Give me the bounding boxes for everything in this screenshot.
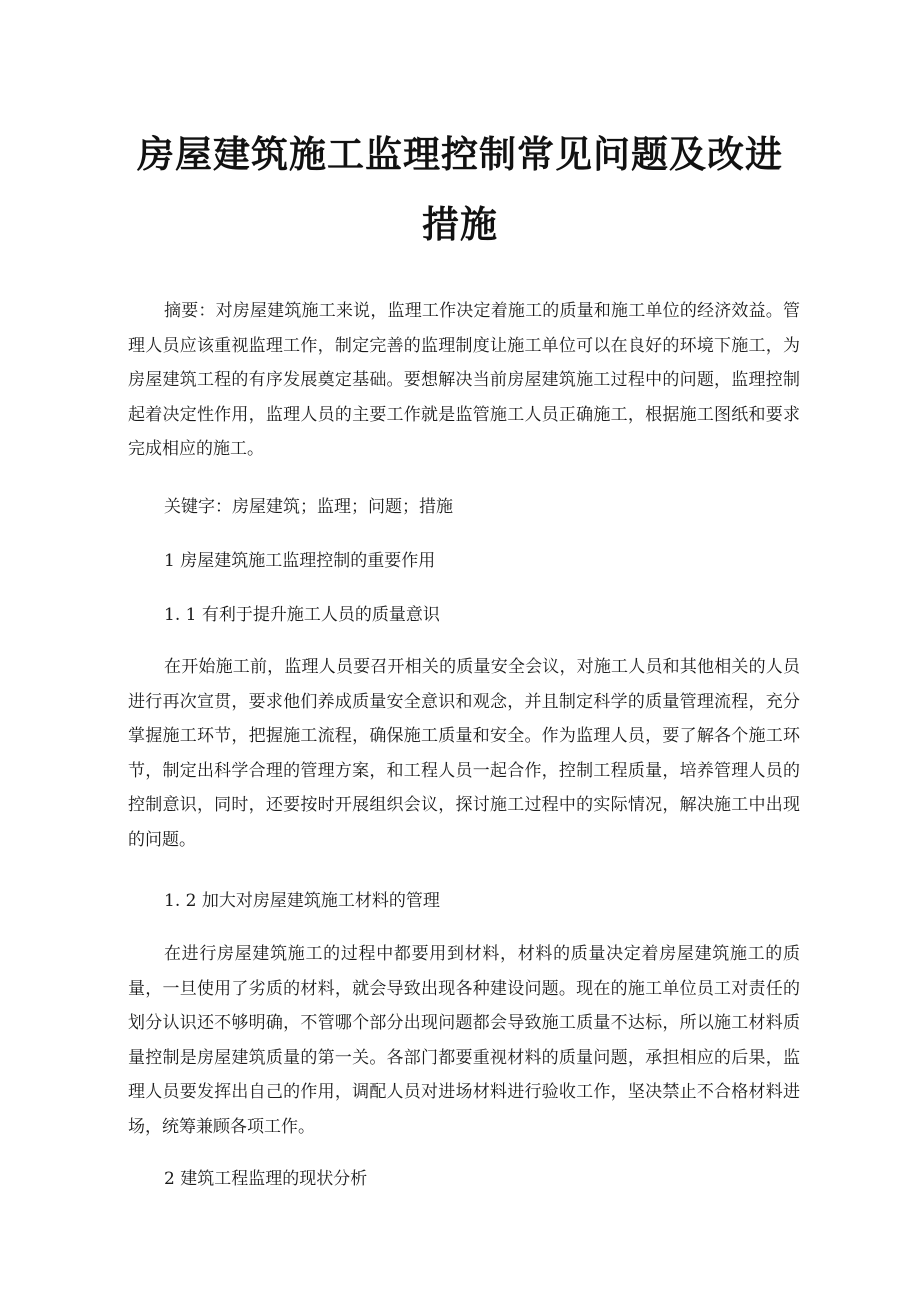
document-title-line1: 房屋建筑施工监理控制常见问题及改进 [137,133,783,176]
section-2-heading: 2 建筑工程监理的现状分析 [164,1169,368,1189]
section-1-2-heading: 1. 2 加大对房屋建筑施工材料的管理 [164,891,440,911]
document-title-line2: 措施 [422,203,498,246]
section-1-heading: 1 房屋建筑施工监理控制的重要作用 [164,551,436,571]
keywords-line: 关键字：房屋建筑；监理；问题；措施 [164,497,453,517]
section-1-1-body: 在开始施工前，监理人员要召开相关的质量安全会议，对施工人员和其他相关的人员进行再次宣贯，要求他们养成质量安全意识和观念，并且制定科学的质量管理流程，充分掌握施工环节，把握施工流程，确保施工质量和安全。作为监理人员，要了解各个施工环节，制定出科学合理的管理方案，和工程人员一起合作，控制工程质量，培养管理人员的控制意识，同时，还要按时开展组织会议，探讨施工过程中的实际情况，解决施工中出现的问题。 [128,657,800,850]
section-1-2-body: 在进行房屋建筑施工的过程中都要用到材料，材料的质量决定着房屋建筑施工的质量，一旦使用了劣质的材料，就会导致出现各种建设问题。现在的施工单位员工对责任的划分认识还不够明确，不管哪个部分出现问题都会导致施工质量不达标，所以施工材料质量控制是房屋建筑质量的第一关。各部门都要重视材料的质量问题，承担相应的后果，监理人员要发挥出自己的作用，调配人员对进场材料进行验收工作，坚决禁止不合格材料进场，统筹兼顾各项工作。 [128,944,800,1137]
abstract-paragraph: 摘要：对房屋建筑施工来说，监理工作决定着施工的质量和施工单位的经济效益。管理人员应该重视监理工作，制定完善的监理制度让施工单位可以在良好的环境下施工，为房屋建筑工程的有序发展奠定基础。要想解决当前房屋建筑施工过程中的问题，监理控制起着决定性作用，监理人员的主要工作就是监管施工人员正确施工，根据施工图纸和要求完成相应的施工。 [128,301,800,459]
section-1-1-heading: 1. 1 有利于提升施工人员的质量意识 [164,605,440,625]
